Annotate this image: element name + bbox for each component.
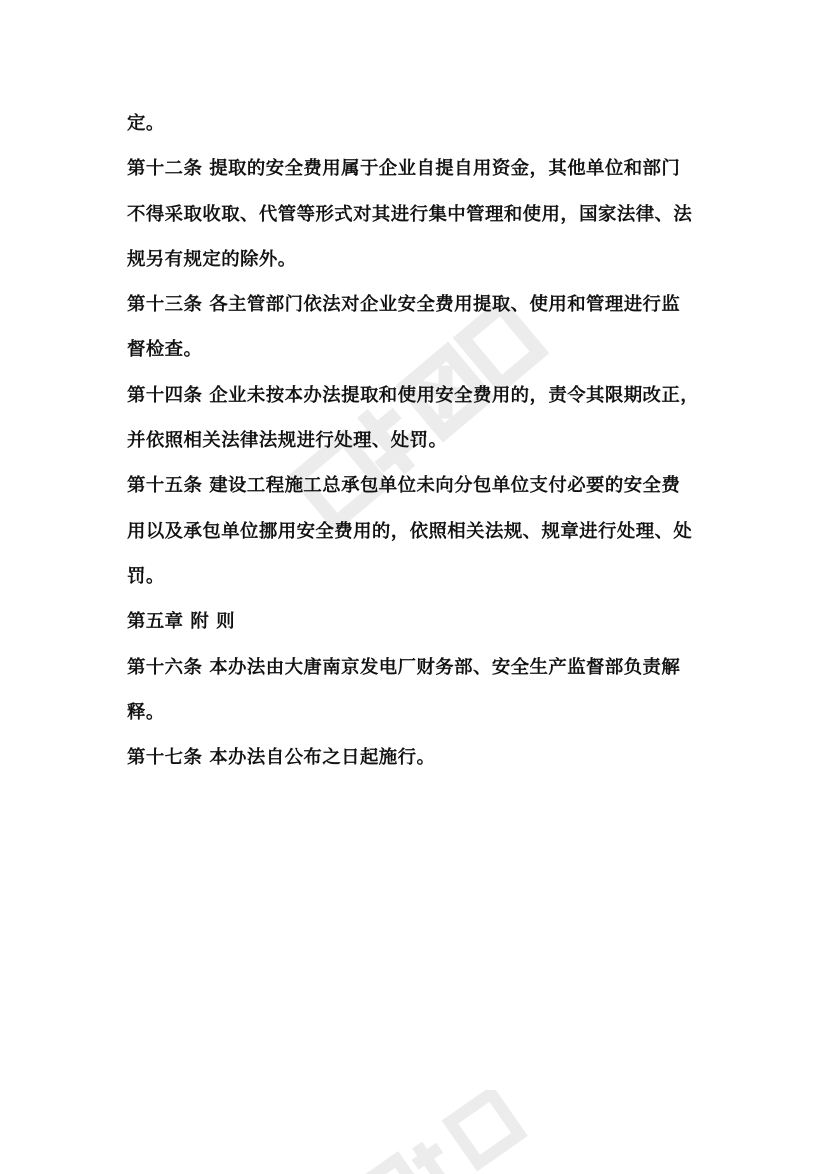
article-16-line-1: 第十六条 本办法由大唐南京发电厂财务部、安全生产监督部负责解 [127,656,681,678]
article-12-line-3: 规另有规定的除外。 [127,248,297,270]
article-13-line-1: 第十三条 各主管部门依法对企业安全费用提取、使用和管理进行监 [127,294,681,316]
article-15-line-2: 用以及承包单位挪用安全费用的，依照相关法规、规章进行处理、处 [127,520,693,542]
article-16-line-2: 释。 [127,701,165,723]
article-15-line-3: 罚。 [127,565,165,587]
paragraph-line: 定。 [127,113,165,134]
chapter-5-heading: 第五章 附 则 [127,611,235,633]
article-13-line-2: 督检查。 [127,339,203,361]
article-12-line-1: 第十二条 提取的安全费用属于企业自提自用资金，其他单位和部门 [127,158,681,180]
diagonal-site-watermark-icon-bottom [330,1090,560,1174]
article-12-line-2: 不得采取收取、代管等形式对其进行集中管理和使用，国家法律、法 [127,203,693,225]
article-17-line-1: 第十七条 本办法自公布之日起施行。 [127,747,436,769]
article-15-line-1: 第十五条 建设工程施工总承包单位未向分包单位支付必要的安全费 [127,475,681,497]
document-body [127,106,711,785]
article-14-line-1: 第十四条 企业未按本办法提取和使用安全费用的，责令其限期改正， [127,384,700,406]
article-14-line-2: 并依照相关法律法规进行处理、处罚。 [127,430,448,452]
